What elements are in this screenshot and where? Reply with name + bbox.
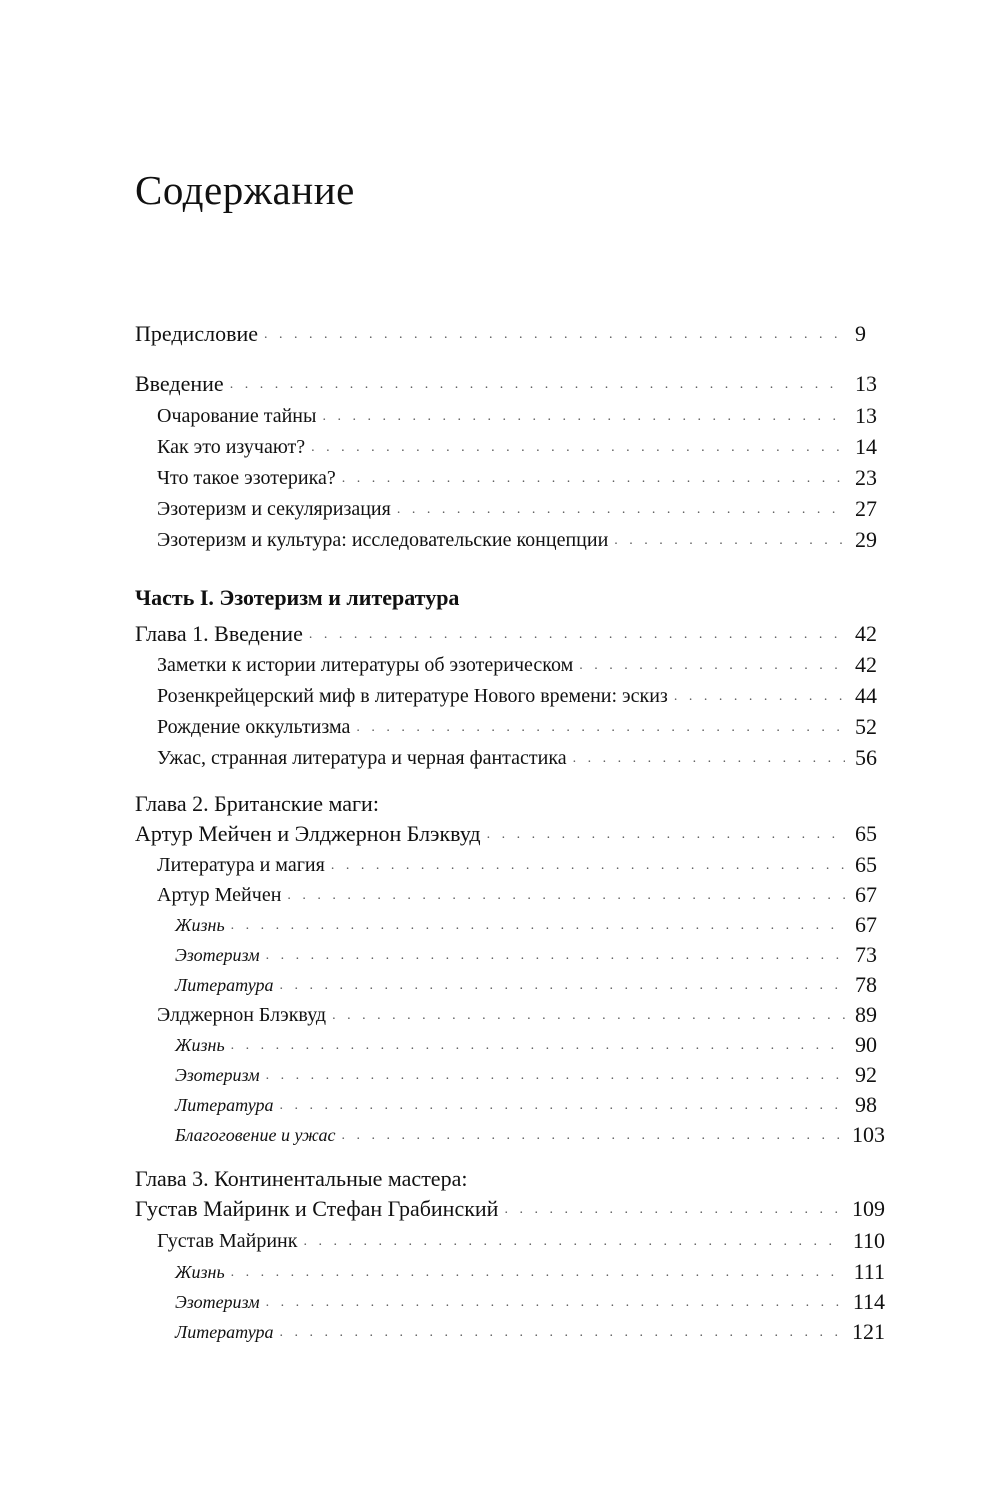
toc-subentry[interactable] [157, 648, 885, 678]
toc-entry-label: Литература [175, 1095, 274, 1115]
toc-entry-label: Жизнь [175, 1035, 225, 1055]
toc-entry-label: Введение [135, 371, 224, 396]
toc-page-number: 92 [855, 1062, 877, 1087]
dot-leader [331, 856, 845, 878]
dot-leader [356, 718, 845, 740]
dot-leader [231, 1036, 845, 1058]
dot-leader [231, 1263, 844, 1285]
toc-entry-label: Розенкрейцерский миф в литературе Нового времени: эскиз [157, 685, 668, 707]
dot-leader [287, 886, 845, 908]
toc-entry-label: Литература [175, 975, 274, 995]
toc-page-number: 52 [855, 714, 877, 739]
toc-entry-label: Эзотеризм [175, 1065, 260, 1085]
toc-entry-label: Артур Мейчен [157, 884, 282, 906]
toc-entry-chapter-2[interactable] [135, 817, 885, 847]
dot-leader [342, 469, 845, 491]
toc-entry-label: Литература [175, 1322, 274, 1342]
toc-page-number: 78 [855, 972, 877, 997]
toc-page-number: 65 [855, 821, 877, 846]
dot-leader [231, 916, 845, 938]
part-heading: Часть I. Эзотеризм и литература [135, 585, 460, 610]
toc-page-number: 67 [855, 882, 877, 907]
toc-subsubentry[interactable] [175, 1088, 885, 1118]
toc-entry-label: Эзотеризм и культура: исследовательские концепции [157, 529, 609, 551]
toc-page-number: 42 [855, 652, 877, 677]
toc-entry-label: Рождение оккультизма [157, 716, 351, 738]
toc-page-number: 9 [855, 321, 866, 346]
dot-leader [279, 1323, 842, 1345]
toc-subentry[interactable] [157, 492, 885, 522]
toc-subentry[interactable] [157, 878, 885, 908]
toc-entry-label: Эзотеризм [175, 945, 260, 965]
toc-entry-label: Литература и магия [157, 854, 325, 876]
toc-subsubentry[interactable] [175, 1315, 885, 1345]
chapter-title-line: Глава 3. Континентальные мастера: [135, 1166, 468, 1191]
toc-subentry[interactable] [157, 1224, 885, 1254]
toc-entry-label: Эзотеризм и секуляризация [157, 498, 391, 520]
toc-entry-chapter-3[interactable] [135, 1192, 885, 1222]
toc-subsubentry[interactable] [175, 1255, 885, 1285]
dot-leader [573, 749, 845, 771]
toc-entry-label: Густав Майринк и Стефан Грабинский [135, 1196, 499, 1221]
toc-page-number: 73 [855, 942, 877, 967]
dot-leader [230, 375, 845, 397]
dot-leader [487, 825, 845, 847]
toc-entry-label: Как это изучают? [157, 436, 306, 458]
dot-leader [266, 1293, 843, 1315]
toc-subsubentry[interactable] [175, 1285, 885, 1315]
toc-page-number: 67 [855, 912, 877, 937]
toc-entry-label: Заметки к истории литературы об эзотерическом [157, 654, 574, 676]
dot-leader [303, 1232, 842, 1254]
toc-subentry[interactable] [157, 710, 885, 740]
toc-page-number: 29 [855, 527, 877, 552]
toc-page-number: 98 [855, 1092, 877, 1117]
dot-leader [342, 1126, 843, 1148]
toc-entry-chapter-1[interactable] [135, 617, 885, 647]
toc-entry-label: Жизнь [175, 915, 225, 935]
toc-subsubentry[interactable] [175, 938, 885, 968]
toc-subentry[interactable] [157, 741, 885, 771]
dot-leader [579, 656, 845, 678]
toc-entry-label: Элджернон Блэквуд [157, 1004, 327, 1026]
toc-page-number: 121 [852, 1319, 885, 1344]
toc-entry-label: Густав Майринк [157, 1230, 298, 1252]
toc-page-number: 13 [855, 371, 877, 396]
toc-entry-label: Глава 1. Введение [135, 621, 303, 646]
toc-subentry[interactable] [157, 998, 885, 1028]
toc-entry-label: Ужас, странная литература и черная фантастика [157, 747, 567, 769]
toc-page-number: 44 [855, 683, 877, 708]
dot-leader [504, 1200, 842, 1222]
toc-entry-label: Артур Мейчен и Элджернон Блэквуд [135, 821, 481, 846]
toc-entry-preface[interactable] [135, 317, 885, 347]
toc-entry-label: Жизнь [175, 1262, 225, 1282]
dot-leader [309, 625, 845, 647]
toc-subsubentry[interactable] [175, 908, 885, 938]
dot-leader [311, 438, 845, 460]
dot-leader [674, 687, 845, 709]
toc-page-number: 27 [855, 496, 877, 521]
dot-leader [279, 1096, 845, 1118]
toc-entry-introduction[interactable] [135, 367, 885, 397]
toc-page-number: 23 [855, 465, 877, 490]
toc-page-number: 110 [852, 1228, 885, 1253]
dot-leader [397, 500, 845, 522]
toc-entry-label: Предисловие [135, 321, 258, 346]
toc-entry-label: Эзотеризм [175, 1292, 260, 1312]
toc-subsubentry[interactable] [175, 1118, 885, 1148]
toc-page-number: 109 [852, 1196, 885, 1221]
dot-leader [264, 325, 845, 347]
toc-subentry[interactable] [157, 430, 885, 460]
toc-page-number: 90 [855, 1032, 877, 1057]
toc-page-number: 14 [855, 434, 877, 459]
dot-leader [322, 407, 845, 429]
toc-subentry[interactable] [157, 461, 885, 491]
toc-page-number: 65 [855, 852, 877, 877]
dot-leader [614, 531, 845, 553]
dot-leader [279, 976, 845, 998]
dot-leader [332, 1006, 845, 1028]
toc-page-number: 13 [855, 403, 877, 428]
toc-page-number: 103 [852, 1122, 885, 1147]
toc-page-number: 42 [855, 621, 877, 646]
chapter-title-line: Глава 2. Британские маги: [135, 791, 379, 816]
toc-subentry[interactable] [157, 399, 885, 429]
dot-leader [266, 946, 845, 968]
toc-subsubentry[interactable] [175, 968, 885, 998]
toc-page-number: 56 [855, 745, 877, 770]
toc-subsubentry[interactable] [175, 1028, 885, 1058]
toc-subsubentry[interactable] [175, 1058, 885, 1088]
page-title: Содержание [135, 167, 355, 213]
toc-entry-label: Благоговение и ужас [175, 1125, 336, 1145]
toc-page-number: 89 [855, 1002, 877, 1027]
toc-entry-label: Что такое эзотерика? [157, 467, 336, 489]
toc-page-number: 111 [853, 1259, 885, 1284]
toc-page-number: 114 [852, 1289, 885, 1314]
dot-leader [266, 1066, 845, 1088]
toc-subentry[interactable] [157, 679, 885, 709]
toc-entry-label: Очарование тайны [157, 405, 317, 427]
toc-subentry[interactable] [157, 848, 885, 878]
toc-subentry[interactable] [157, 523, 885, 553]
